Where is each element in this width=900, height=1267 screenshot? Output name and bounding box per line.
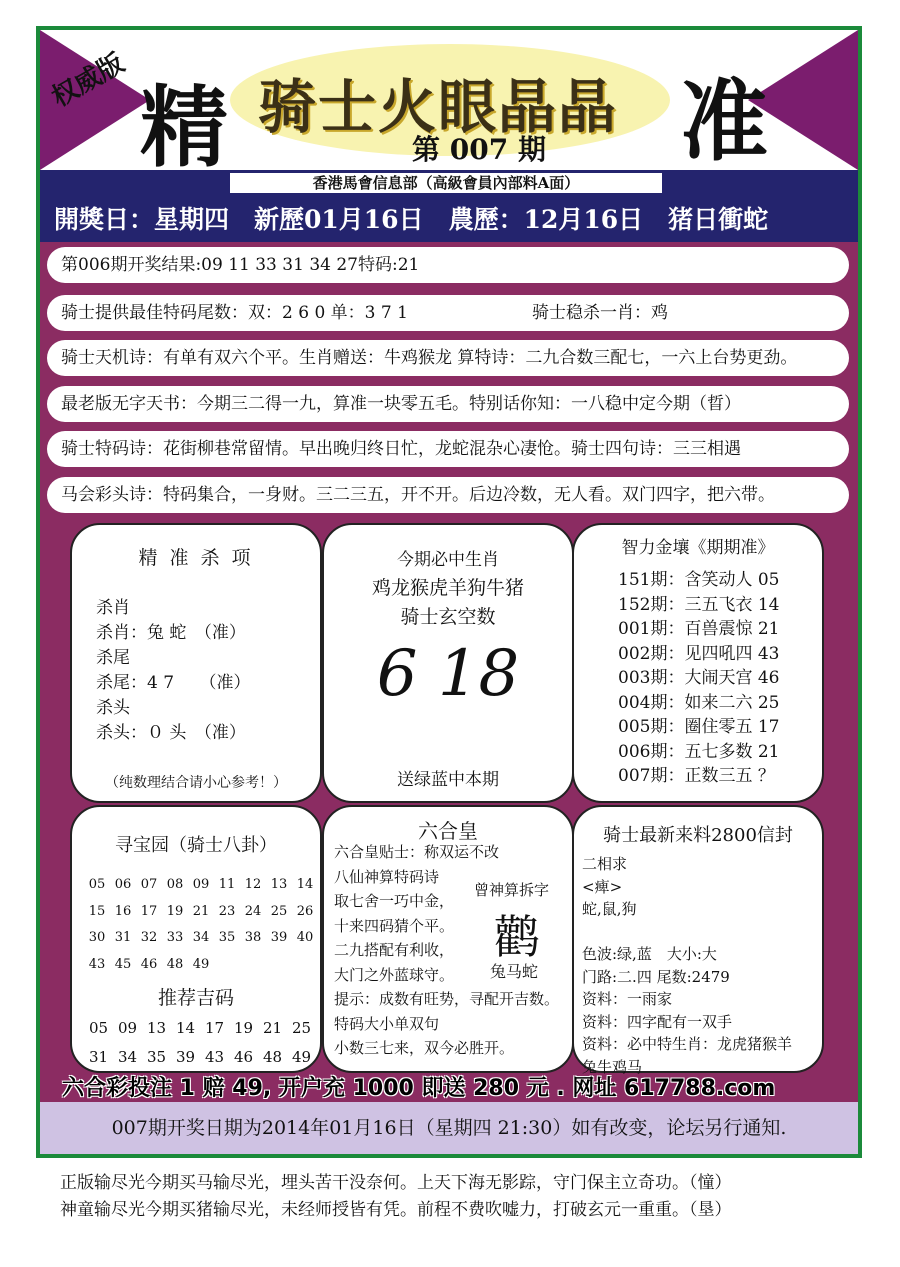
split-title: 曾神算拆字 bbox=[474, 881, 550, 899]
iq-item bbox=[618, 565, 780, 590]
lhh-line: 取七舍一巧中金， bbox=[334, 892, 455, 910]
result-row bbox=[47, 247, 849, 283]
iq-issue: 152期： bbox=[618, 594, 685, 615]
row-text: 骑士特码诗：花街柳巷常留情。早出晚归终日忙，龙蛇混杂心凄怆。骑士四句诗：三三相遇 bbox=[61, 439, 741, 459]
row-text: 第006期开奖结果:09 11 33 31 34 27特码:21 bbox=[61, 255, 420, 275]
iq-item bbox=[618, 688, 780, 713]
draw-date: 開獎日：星期四 新歷01月16日 農歷：12月16日 猪日衝蛇 bbox=[54, 205, 769, 234]
big-char-left: 精 bbox=[140, 76, 229, 170]
number-row bbox=[84, 904, 318, 919]
row-text: 马会彩头诗：特码集合，一身财。三二三五，开不开。后边冷数，无人看。双门四字，把六带。 bbox=[61, 485, 775, 505]
latest-line: <痺> bbox=[582, 877, 623, 896]
iq-issue: 004期： bbox=[618, 692, 685, 713]
lucky-poem-row bbox=[47, 477, 849, 513]
edition-label: 权威版 bbox=[46, 48, 130, 114]
treasure-box bbox=[70, 805, 322, 1073]
number-cell: 38 bbox=[244, 930, 262, 945]
special-poem-row bbox=[47, 431, 849, 467]
bottom-poem-2: 神童输尽光今期买猪输尽光，未经师授皆有凭。前程不费吹嘘力，打破玄元一重重。（垦） bbox=[60, 1200, 732, 1220]
latest-line: 兔牛鸡马 bbox=[582, 1057, 643, 1076]
number-cell: 35 bbox=[218, 930, 236, 945]
latest-line: 蛇,鼠,狗 bbox=[582, 900, 637, 918]
latest-box bbox=[572, 805, 824, 1076]
number-cell: 12 bbox=[244, 877, 262, 892]
number-cell: 34 bbox=[117, 1048, 138, 1066]
poem-row bbox=[47, 340, 849, 376]
lhh-line: 大门之外蓝球守。 bbox=[334, 965, 455, 984]
number-row bbox=[84, 877, 318, 892]
kill-line: 杀肖 bbox=[96, 598, 130, 618]
split-answer: 兔马蛇 bbox=[490, 962, 539, 981]
number-cell: 17 bbox=[140, 903, 158, 919]
split-char: 鹳 bbox=[494, 910, 540, 964]
iq-item bbox=[618, 761, 775, 786]
number-cell: 39 bbox=[175, 1048, 196, 1066]
must-title: 今期必中生肖 bbox=[397, 550, 499, 570]
bottom-poem-1: 正版输尽光今期买马输尽光，埋头苦干没奈何。上天下海无影踪，守门保主立奇功。（憧） bbox=[60, 1173, 732, 1193]
must-sub: 骑士玄空数 bbox=[400, 606, 496, 628]
latest-line: 二相求 bbox=[582, 855, 628, 873]
number-cell: 31 bbox=[114, 930, 132, 945]
number-cell: 30 bbox=[88, 930, 106, 945]
iq-text: 百兽震惊 21 bbox=[684, 619, 780, 639]
number-cell: 39 bbox=[270, 930, 288, 945]
iq-issue: 006期： bbox=[618, 741, 685, 762]
number-cell: 46 bbox=[140, 956, 158, 972]
latest-title: 骑士最新来料2800信封 bbox=[603, 825, 793, 846]
must-footer: 送绿蓝中本期 bbox=[397, 770, 499, 790]
number-cell: 25 bbox=[291, 1019, 312, 1037]
number-cell: 19 bbox=[233, 1019, 254, 1037]
iq-issue: 005期： bbox=[618, 717, 685, 737]
number-cell: 14 bbox=[175, 1019, 196, 1037]
big-char-right: 准 bbox=[680, 70, 769, 170]
number-cell: 21 bbox=[192, 903, 210, 919]
iq-issue: 003期： bbox=[618, 668, 685, 688]
iq-text: 三五飞衣 14 bbox=[684, 594, 780, 615]
number-cell: 46 bbox=[233, 1048, 254, 1066]
row-text: 骑士天机诗：有单有双六个平。生肖赠送：牛鸡猴龙 算特诗：二九合数三配七，一六上台势更劲。 bbox=[61, 348, 798, 368]
latest-line: 资料：一雨家 bbox=[582, 990, 673, 1008]
number-cell: 43 bbox=[204, 1048, 225, 1066]
iq-item bbox=[618, 663, 780, 688]
iq-item bbox=[618, 737, 780, 762]
number-cell: 21 bbox=[262, 1019, 283, 1037]
number-cell: 05 bbox=[88, 1019, 109, 1037]
lhh-line: 八仙神算特码诗 bbox=[334, 867, 440, 886]
number-cell: 33 bbox=[166, 930, 184, 945]
tail-row bbox=[47, 295, 849, 331]
handwritten-numbers: 6 18 bbox=[376, 637, 520, 711]
iq-issue: 002期： bbox=[618, 643, 685, 664]
number-cell: 08 bbox=[166, 877, 184, 892]
number-cell: 25 bbox=[270, 903, 288, 919]
number-row bbox=[84, 1048, 316, 1066]
kill-box bbox=[70, 523, 322, 803]
number-cell: 11 bbox=[218, 877, 236, 892]
number-cell: 43 bbox=[88, 956, 106, 972]
notice-bar: 007期开奖日期为2014年01月16日（星期四 21:30）如有改变，论坛另行通知. bbox=[40, 1102, 858, 1154]
kill-line: 杀尾 bbox=[96, 648, 130, 668]
number-cell: 07 bbox=[140, 877, 158, 892]
number-cell: 31 bbox=[88, 1048, 109, 1066]
number-cell: 48 bbox=[166, 956, 184, 972]
number-cell: 40 bbox=[296, 930, 314, 945]
latest-line: 资料：四字配有一双手 bbox=[582, 1012, 733, 1031]
page-title: 骑士火眼晶晶 bbox=[258, 73, 619, 141]
iq-issue: 007期： bbox=[618, 766, 685, 786]
iq-issue: 001期： bbox=[618, 619, 685, 639]
treasure-title: 寻宝园（骑士八卦） bbox=[115, 835, 277, 856]
kill-line: 杀头：０ 头 （准） bbox=[96, 723, 246, 743]
number-cell: 16 bbox=[114, 903, 132, 919]
issue-number: 第 007 期 bbox=[412, 133, 546, 166]
number-row bbox=[84, 1019, 316, 1037]
latest-line: 门路:二.四 尾数:2479 bbox=[582, 967, 730, 986]
number-cell: 23 bbox=[218, 903, 236, 919]
lhh-line: 六合皇贴士：称双运不改 bbox=[334, 843, 500, 861]
iq-text: 见四吼四 43 bbox=[684, 643, 780, 664]
lhh-line: 小数三七来，双今必胜开。 bbox=[334, 1039, 515, 1057]
number-cell: 24 bbox=[244, 903, 262, 919]
kill-zodiac: 骑士稳杀一肖：鸡 bbox=[532, 303, 668, 323]
recommend-title: 推荐吉码 bbox=[157, 987, 234, 1009]
number-row bbox=[84, 957, 214, 972]
iq-item bbox=[618, 712, 780, 737]
must-win-box bbox=[322, 523, 574, 803]
iq-item bbox=[618, 590, 780, 615]
number-cell: 19 bbox=[166, 903, 184, 919]
iq-text: 含笑动人 05 bbox=[684, 570, 780, 590]
number-cell: 48 bbox=[262, 1048, 283, 1066]
header-banner bbox=[40, 30, 858, 170]
iq-text: 五七多数 21 bbox=[684, 741, 780, 762]
number-cell: 34 bbox=[192, 930, 210, 945]
iq-item bbox=[618, 639, 780, 664]
iq-box bbox=[572, 523, 824, 803]
kill-line: 杀头 bbox=[96, 698, 130, 718]
iq-text: 如来二六 25 bbox=[684, 692, 780, 713]
lhh-line: 提示：成数有旺势，寻配开吉数。 bbox=[334, 990, 560, 1008]
iq-title: 智力金壤《期期准》 bbox=[621, 538, 775, 558]
number-cell: 14 bbox=[296, 877, 314, 892]
number-cell: 05 bbox=[88, 877, 106, 892]
kill-line: 杀尾：4 7 （准） bbox=[96, 673, 251, 693]
iq-text: 圈住零五 17 bbox=[684, 717, 780, 737]
number-cell: 49 bbox=[291, 1048, 312, 1066]
number-cell: 35 bbox=[146, 1048, 167, 1066]
iq-text: 大闹天宫 46 bbox=[684, 668, 780, 688]
lhh-box bbox=[322, 805, 574, 1073]
latest-line: 资料：必中特生肖：龙虎猪猴羊 bbox=[582, 1035, 793, 1053]
kill-note: （纯数理结合请小心参考！） bbox=[105, 775, 287, 791]
row-text: 最老版无字天书：今期三二得一九，算准一块零五毛。特别话你知：一八稳中定今期（晢） bbox=[61, 394, 741, 414]
book-row bbox=[47, 386, 849, 422]
number-cell: 13 bbox=[270, 877, 288, 892]
iq-issue: 151期： bbox=[618, 570, 685, 590]
lhh-title: 六合皇 bbox=[418, 819, 478, 843]
number-cell: 09 bbox=[192, 877, 210, 892]
kill-box-title: 精 准 杀 项 bbox=[138, 547, 254, 569]
row-text: 骑士提供最佳特码尾数：双：2 6 0 单：3 7 1 bbox=[61, 303, 408, 323]
subtitle: 香港馬會信息部（高級會員內部料A面） bbox=[230, 173, 662, 193]
number-cell: 15 bbox=[88, 903, 106, 919]
number-cell: 26 bbox=[296, 903, 314, 919]
number-cell: 32 bbox=[140, 930, 158, 945]
kill-line: 杀肖：兔 蛇 （准） bbox=[96, 623, 246, 643]
number-cell: 06 bbox=[114, 877, 132, 892]
lhh-line: 二九搭配有利收， bbox=[334, 941, 455, 959]
number-cell: 17 bbox=[204, 1019, 225, 1037]
advert-text: 六合彩投注 1 赔 49, 开户充 1000 即送 280 元 . 网址 617788.com bbox=[62, 1076, 776, 1101]
number-cell: 49 bbox=[192, 956, 210, 972]
lhh-line: 十来四码猜个平。 bbox=[334, 916, 455, 935]
number-cell: 13 bbox=[146, 1019, 167, 1037]
iq-item bbox=[618, 614, 780, 639]
lhh-line: 特码大小单双句 bbox=[334, 1014, 440, 1033]
iq-text: 正数三五 ？ bbox=[684, 766, 775, 786]
must-zodiacs: 鸡龙猴虎羊狗牛猪 bbox=[371, 577, 524, 599]
number-cell: 45 bbox=[114, 956, 132, 972]
number-cell: 09 bbox=[117, 1019, 138, 1037]
number-row bbox=[84, 930, 318, 945]
date-banner bbox=[40, 170, 858, 242]
latest-line: 色波:绿,蓝 大小:大 bbox=[582, 945, 717, 963]
